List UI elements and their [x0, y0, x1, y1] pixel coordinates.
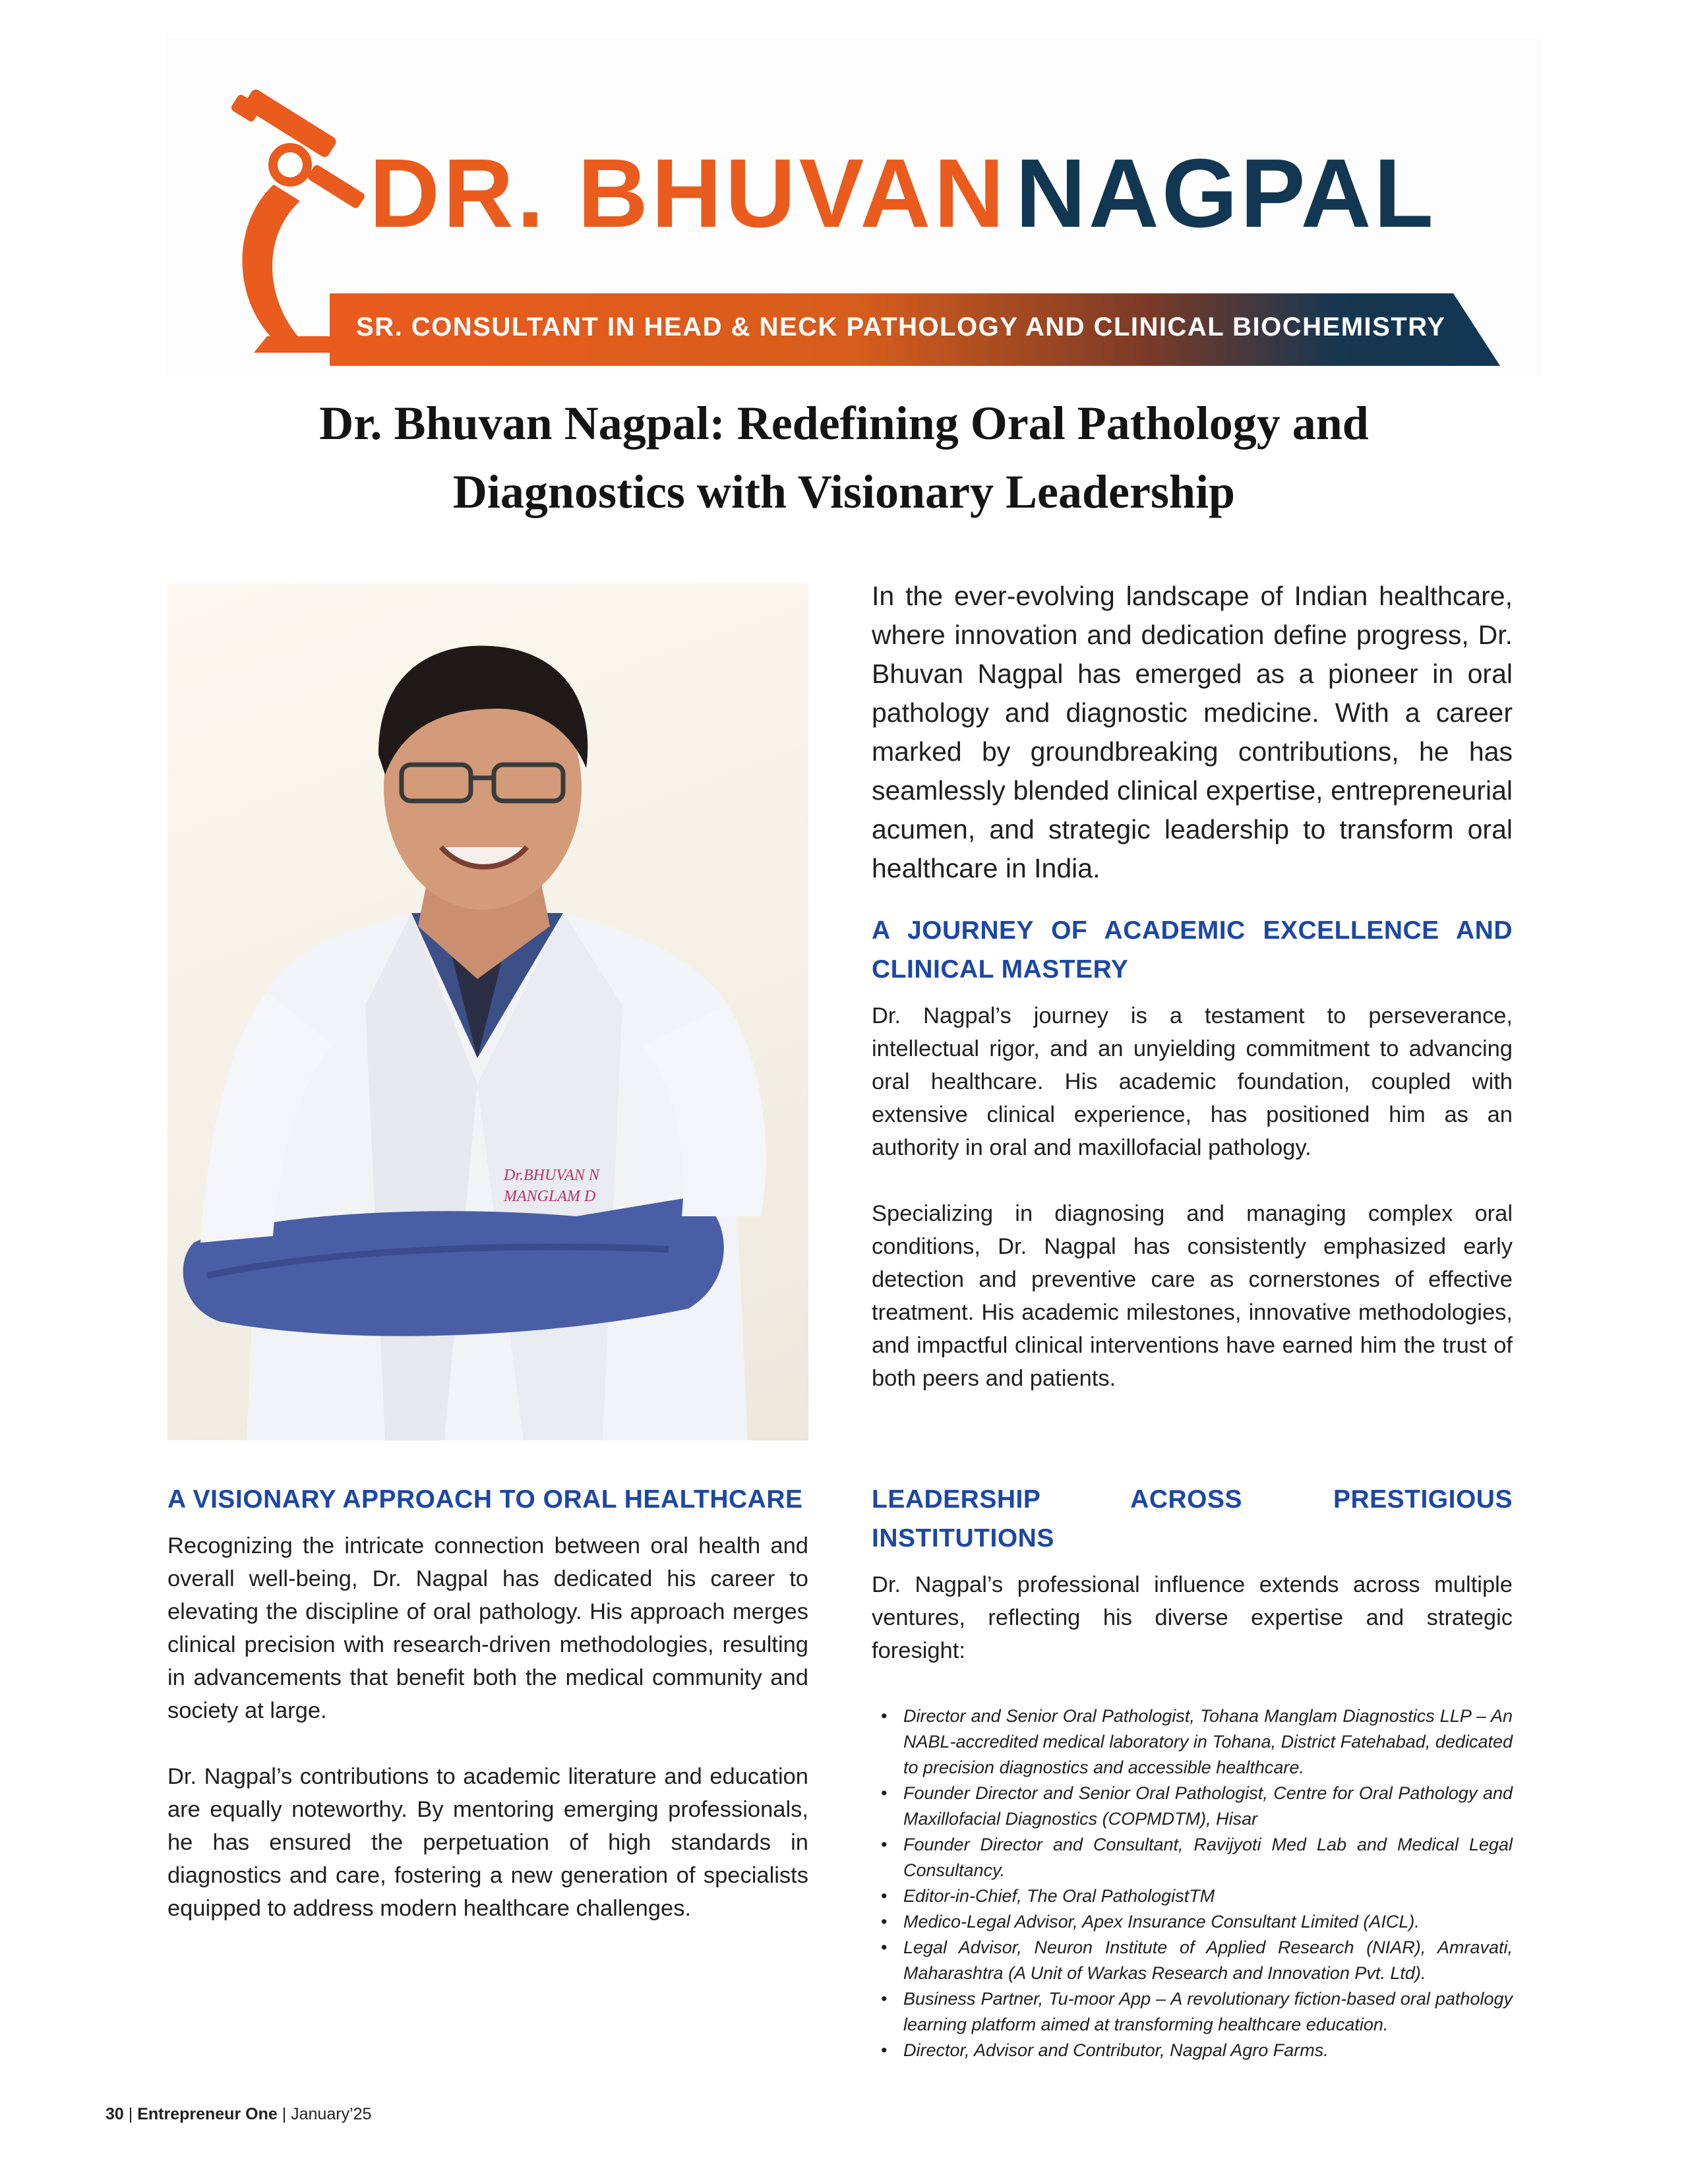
right-column-bottom — [872, 1480, 1513, 2063]
issue-date: January’25 — [291, 2105, 372, 2123]
left-column-bottom — [167, 1480, 808, 1925]
visionary-paragraph-2: Dr. Nagpal’s contributions to academic literature and education are equally noteworthy. By mentoring emerging professionals, he has ensured the perpetuation of high standards in diagnostics and care, fostering a new generation of specialists equipped to address modern healthcare challenges. — [167, 1764, 808, 1921]
roles-list — [872, 1703, 1513, 2063]
logo-name-last: NAGPAL — [1015, 139, 1436, 248]
page-number: 30 — [106, 2105, 124, 2123]
list-item: • Medico-Legal Advisor, Apex Insurance Consultant Limited (AICL). — [903, 1909, 1513, 1935]
logo-name-first: DR. BHUVAN — [369, 139, 1008, 248]
article-title-line-1: Dr. Bhuvan Nagpal: Redefining Oral Pathology and — [319, 397, 1369, 450]
header-banner — [165, 33, 1543, 376]
intro-paragraph: In the ever-evolving landscape of Indian healthcare, where innovation and dedication define progress, Dr. Bhuvan Nagpal has emerged as a pioneer in oral pathology and diagnostic medicine. With a career marked by groundbreaking contributions, he has seamlessly blended clinical expertise, entrepreneurial acumen, and strategic leadership to transform oral healthcare in India. — [872, 581, 1513, 883]
list-item: • Legal Advisor, Neuron Institute of Applied Research (NIAR), Amravati, Maharashtra (A Unit of Warkas Research and Innovation Pvt. Ltd). — [903, 1935, 1513, 1986]
academic-paragraph-1: Dr. Nagpal’s journey is a testament to perseverance, intellectual rigor, and an unyielding commitment to advancing oral healthcare. His academic foundation, coupled with extensive clinical experience, has positioned him as an authority in oral and maxillofacial pathology. — [872, 1003, 1513, 1160]
section-heading-visionary: A VISIONARY APPROACH TO ORAL HEALTHCARE — [167, 1485, 803, 1514]
leadership-paragraph: Dr. Nagpal’s professional influence extends across multiple ventures, reflecting his diverse expertise and strategic foresight: — [872, 1572, 1513, 1663]
right-column-top — [872, 577, 1513, 1395]
portrait-illustration — [167, 583, 808, 1440]
list-item: • Director, Advisor and Contributor, Nagpal Agro Farms. — [903, 2038, 1513, 2063]
list-item: • Editor-in-Chief, The Oral PathologistTM — [903, 1883, 1513, 1909]
section-heading-academic: A JOURNEY OF ACADEMIC EXCELLENCE AND CLINICAL MASTERY — [872, 916, 1513, 984]
article-title — [198, 389, 1490, 526]
article-title-line-2: Diagnostics with Visionary Leadership — [452, 465, 1236, 518]
portrait-photo — [167, 583, 808, 1440]
section-heading-leadership: LEADERSHIP ACROSS PRESTIGIOUS INSTITUTIONS — [872, 1485, 1513, 1552]
list-item: • Founder Director and Consultant, Ravijyoti Med Lab and Medical Legal Consultancy. — [903, 1832, 1513, 1883]
list-item: • Founder Director and Senior Oral Pathologist, Centre for Oral Pathology and Maxillofacial Diagnostics (COPMDTM), Hisar — [903, 1781, 1513, 1832]
subtitle-ribbon-text: SR. CONSULTANT IN HEAD & NECK PATHOLOGY AND CLINICAL BIOCHEMISTRY — [356, 312, 1446, 341]
coat-name-embroidery: Dr.BHUVAN N MANGLAM D — [504, 1167, 599, 1205]
list-item: • Director and Senior Oral Pathologist, Tohana Manglam Diagnostics LLP – An NABL-accredited medical laboratory in Tohana, District Fatehabad, dedicated to precision diagnostics and accessible healthcare. — [903, 1703, 1513, 1781]
magazine-name: Entrepreneur One — [137, 2105, 278, 2123]
academic-paragraph-2: Specializing in diagnosing and managing complex oral conditions, Dr. Nagpal has consistently emphasized early detection and preventive care as cornerstones of effective treatment. His academic milestones, innovative methodologies, and impactful clinical interventions have earned him the trust of both peers and patients. — [872, 1201, 1513, 1391]
visionary-paragraph-1: Recognizing the intricate connection between oral health and overall well-being, Dr. Nagpal has dedicated his career to elevating the discipline of oral pathology. His approach merges clinical precision with research-driven methodologies, resulting in advancements that benefit both the medical community and society at large. — [167, 1533, 808, 1723]
page-footer: 30 | Entrepreneur One | January’25 — [106, 2105, 372, 2123]
list-item: • Business Partner, Tu-moor App – A revolutionary fiction-based oral pathology learning platform aimed at transforming healthcare education. — [903, 1986, 1513, 2038]
